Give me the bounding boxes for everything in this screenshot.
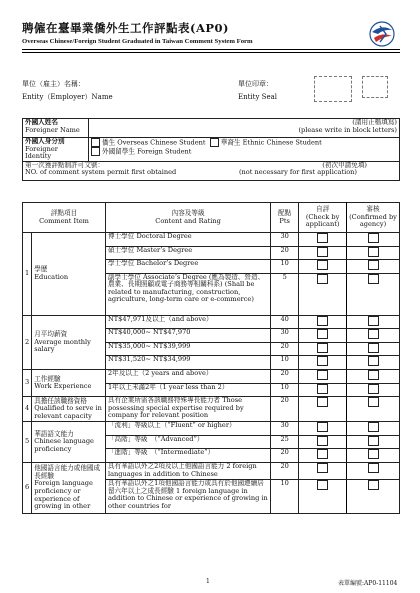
rating-content: 博士學位 Doctoral Degree xyxy=(105,233,270,247)
rating-content: 「進階」等級 （“Intermediate”） xyxy=(105,449,270,463)
rating-content: 「高階」等級 （“Advanced”） xyxy=(105,435,270,449)
review-checkbox[interactable] xyxy=(368,274,379,284)
review-checkbox[interactable] xyxy=(368,316,379,326)
self-check-checkbox[interactable] xyxy=(317,422,328,432)
rating-points: 25 xyxy=(271,435,299,449)
self-check-cell xyxy=(299,370,347,384)
review-cell xyxy=(347,273,400,315)
review-checkbox[interactable] xyxy=(368,233,379,243)
section-item-label: 華語語文能力 Chinese language proficiency xyxy=(32,422,106,463)
table-row xyxy=(23,370,400,384)
self-check-cell xyxy=(299,383,347,397)
section-item-label: 具擔任該職務資格 Qualified to serve in relevant capacity xyxy=(32,397,106,422)
review-checkbox[interactable] xyxy=(368,397,379,407)
rating-points: 30 xyxy=(271,233,299,247)
entity-name-label-en: Entity（Employer）Name xyxy=(22,93,113,101)
self-check-cell xyxy=(299,315,347,329)
section-item-label: 工作經驗 Work Experience xyxy=(32,370,106,397)
table-row xyxy=(23,233,400,247)
page-subtitle: Overseas Chinese/Foreign Student Graduated in Taiwan Comment System Form xyxy=(22,38,253,45)
rating-points: 5 xyxy=(271,273,299,315)
header-content-rating: 內容及等級 Content and Rating xyxy=(105,203,270,233)
permit-number-cell[interactable]: 第一次獲評點制許可文號： (初次申請免填) NO. of comment system permit first obtained (not necessary for first application) xyxy=(23,161,400,180)
self-check-checkbox[interactable] xyxy=(317,274,328,284)
foreigner-info-table xyxy=(22,118,400,181)
review-checkbox[interactable] xyxy=(368,260,379,270)
section-item-label: 他國語言能力或他國成長經驗 Foreign language proficiency or experience of growing in other xyxy=(32,462,106,513)
agency-logo-icon xyxy=(366,20,398,48)
self-check-checkbox[interactable] xyxy=(317,329,328,339)
section-number: 2 xyxy=(23,315,32,369)
rating-points: 20 xyxy=(271,449,299,463)
rating-points: 30 xyxy=(271,422,299,436)
name-label-cell: 外國人姓名 Foreigner Name xyxy=(23,119,89,138)
table-row xyxy=(23,422,400,436)
review-checkbox[interactable] xyxy=(368,422,379,432)
header-self-check: 自評 (Check by applicant) xyxy=(299,203,347,233)
self-check-cell xyxy=(299,397,347,422)
self-check-checkbox[interactable] xyxy=(317,397,328,407)
review-cell xyxy=(347,435,400,449)
self-check-checkbox[interactable] xyxy=(317,370,328,380)
self-check-cell xyxy=(299,233,347,247)
table-row xyxy=(23,315,400,329)
rating-points: 10 xyxy=(271,479,299,513)
rating-points: 20 xyxy=(271,397,299,422)
self-check-cell xyxy=(299,246,347,260)
review-cell xyxy=(347,356,400,370)
self-check-cell xyxy=(299,449,347,463)
rating-content: NT$47,971及以上（and above） xyxy=(105,315,270,329)
review-cell xyxy=(347,383,400,397)
self-check-checkbox[interactable] xyxy=(317,463,328,473)
self-check-cell xyxy=(299,329,347,343)
rating-content: NT$35,000~ NT$39,999 xyxy=(105,342,270,356)
rating-content: 碩士學位 Master’s Degree xyxy=(105,246,270,260)
review-checkbox[interactable] xyxy=(368,463,379,473)
review-checkbox[interactable] xyxy=(368,356,379,366)
review-cell xyxy=(347,329,400,343)
review-cell xyxy=(347,233,400,247)
review-checkbox[interactable] xyxy=(368,343,379,353)
self-check-checkbox[interactable] xyxy=(317,480,328,490)
review-cell xyxy=(347,370,400,384)
rating-content: 具有華語以外之1項他國語言能力或具有於他國連續居留六年以上之成長經驗 1 foreign language in addition to Chinese or experience of growing in other countries for xyxy=(105,479,270,513)
self-check-cell xyxy=(299,273,347,315)
self-check-checkbox[interactable] xyxy=(317,247,328,257)
seal-box-small[interactable] xyxy=(362,76,388,98)
rating-points: 10 xyxy=(271,356,299,370)
review-cell xyxy=(347,246,400,260)
self-check-checkbox[interactable] xyxy=(317,260,328,270)
table-row xyxy=(23,397,400,422)
review-cell xyxy=(347,462,400,479)
review-cell xyxy=(347,315,400,329)
self-check-cell xyxy=(299,260,347,274)
rating-content: NT$31,520~ NT$34,999 xyxy=(105,356,270,370)
rating-content: 副學士學位 Associate’s Degree (應為製造、營造、農業、長期照顧或電子商務等相關科系) (Shall be related to manufacturing, construction, agriculture, long-term care or e-commerce) xyxy=(105,273,270,315)
header-points: 配點 Pts xyxy=(271,203,299,233)
rating-points: 20 xyxy=(271,370,299,384)
review-cell xyxy=(347,342,400,356)
review-checkbox[interactable] xyxy=(368,370,379,380)
entity-seal-label-zh: 單位印章： xyxy=(238,80,273,88)
self-check-checkbox[interactable] xyxy=(317,356,328,366)
rating-points: 10 xyxy=(271,260,299,274)
section-number: 1 xyxy=(23,233,32,316)
rating-points: 30 xyxy=(271,329,299,343)
rating-points: 40 xyxy=(271,315,299,329)
rating-content: 具有華語以外之2項及以上他國語言能力 2 foreign languages in addition to Chinese xyxy=(105,462,270,479)
rating-content: 1年以上未滿2年（1 year less than 2） xyxy=(105,383,270,397)
identity-foreign-checkbox[interactable] xyxy=(91,147,100,156)
review-checkbox[interactable] xyxy=(368,384,379,394)
review-checkbox[interactable] xyxy=(368,247,379,257)
review-cell xyxy=(347,449,400,463)
self-check-checkbox[interactable] xyxy=(317,384,328,394)
form-number: 表單編號:AP0-11104 xyxy=(338,580,398,587)
header-comment-item: 評點項目 Comment Item xyxy=(23,203,106,233)
title-rule xyxy=(22,49,400,50)
entity-name-label-zh: 單位（雇主）名稱： xyxy=(22,80,85,88)
self-check-checkbox[interactable] xyxy=(317,316,328,326)
comment-items-table xyxy=(22,202,400,514)
rating-points: 20 xyxy=(271,462,299,479)
section-number: 6 xyxy=(23,462,32,513)
review-checkbox[interactable] xyxy=(368,436,379,446)
rating-points: 20 xyxy=(271,342,299,356)
self-check-cell xyxy=(299,422,347,436)
name-input-cell[interactable]: (請用正楷填寫) (please write in block letters) xyxy=(89,119,400,138)
identity-overseas-checkbox[interactable] xyxy=(91,138,100,147)
self-check-checkbox[interactable] xyxy=(317,343,328,353)
self-check-checkbox[interactable] xyxy=(317,449,328,459)
review-checkbox[interactable] xyxy=(368,480,379,490)
review-cell xyxy=(347,397,400,422)
identity-ethnic-checkbox[interactable] xyxy=(210,138,219,147)
section-number: 3 xyxy=(23,370,32,397)
header-review: 審核 (Confirmed by agency) xyxy=(347,203,400,233)
identity-label-cell: 外國人身分別 Foreigner Identity xyxy=(23,138,89,162)
review-checkbox[interactable] xyxy=(368,329,379,339)
identity-options-cell: 僑生 Overseas Chinese Student 華裔生 Ethnic Chinese Student 外國留學生 Foreign Student xyxy=(89,138,400,162)
self-check-cell xyxy=(299,356,347,370)
rating-points: 10 xyxy=(271,383,299,397)
self-check-checkbox[interactable] xyxy=(317,436,328,446)
rating-content: 2年及以上（2 years and above） xyxy=(105,370,270,384)
section-number: 4 xyxy=(23,397,32,422)
rating-content: 「流利」等級以上（“Fluent” or higher） xyxy=(105,422,270,436)
self-check-cell xyxy=(299,479,347,513)
section-item-label: 學歷 Education xyxy=(32,233,106,316)
section-item-label: 月平均薪資 Average monthly salary xyxy=(32,315,106,369)
self-check-checkbox[interactable] xyxy=(317,233,328,243)
seal-box-large[interactable] xyxy=(314,76,352,102)
rating-content: NT$40,000~ NT$47,970 xyxy=(105,329,270,343)
rating-points: 20 xyxy=(271,246,299,260)
page-title: 聘僱在臺畢業僑外生工作評點表(AP0) xyxy=(22,21,229,35)
self-check-cell xyxy=(299,435,347,449)
entity-seal-label-en: Entity Seal xyxy=(238,93,278,101)
review-cell xyxy=(347,479,400,513)
review-cell xyxy=(347,260,400,274)
self-check-cell xyxy=(299,342,347,356)
review-checkbox[interactable] xyxy=(368,449,379,459)
page-number: 1 xyxy=(206,578,210,585)
review-cell xyxy=(347,422,400,436)
table-row xyxy=(23,462,400,479)
self-check-cell xyxy=(299,462,347,479)
rating-content: 具有企業所需各該職務特殊專長能力者 Those possessing special expertise required by company for relevant position xyxy=(105,397,270,422)
rating-content: 學士學位 Bachelor’s Degree xyxy=(105,260,270,274)
title-subrule xyxy=(22,52,400,53)
section-number: 5 xyxy=(23,422,32,463)
